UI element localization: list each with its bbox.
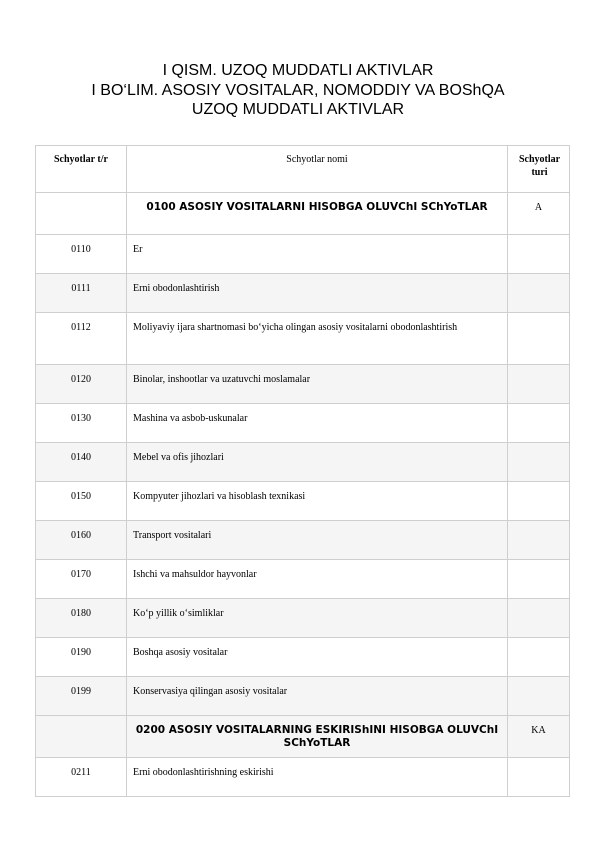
section-code-cell xyxy=(36,716,127,758)
page-title xyxy=(0,61,596,120)
account-type xyxy=(508,638,570,677)
section-type: KA xyxy=(508,716,570,758)
account-code: 0199 xyxy=(36,677,127,716)
account-type xyxy=(508,404,570,443)
account-name: Erni obodonlashtirish xyxy=(127,274,508,313)
account-type xyxy=(508,677,570,716)
account-name: Mebel va ofis jihozlari xyxy=(127,443,508,482)
accounts-table xyxy=(35,145,570,797)
account-code: 0180 xyxy=(36,599,127,638)
section-row xyxy=(36,193,570,235)
account-name: Erni obodonlashtirishning eskirishi xyxy=(127,758,508,797)
title-line-2: I BO‘LIM. ASOSIY VOSITALAR, NOMODDIY VA BOShQA xyxy=(91,81,505,99)
table-row xyxy=(36,404,570,443)
account-name: Mashina va asbob-uskunalar xyxy=(127,404,508,443)
account-code: 0110 xyxy=(36,235,127,274)
header-code: Schyotlar t/r xyxy=(36,146,127,193)
section-row xyxy=(36,716,570,758)
account-code: 0111 xyxy=(36,274,127,313)
table-row xyxy=(36,313,570,365)
account-type xyxy=(508,235,570,274)
table-header-row xyxy=(36,146,570,193)
header-name: Schyotlar nomi xyxy=(127,146,508,193)
table-row xyxy=(36,758,570,797)
account-type xyxy=(508,560,570,599)
account-name: Er xyxy=(127,235,508,274)
account-type xyxy=(508,521,570,560)
account-name: Konservasiya qilingan asosiy vositalar xyxy=(127,677,508,716)
table-row xyxy=(36,638,570,677)
section-title: 0200 ASOSIY VOSITALARNING ESKIRIShINI HISOBGA OLUVChI SChYoTLAR xyxy=(127,716,508,758)
account-code: 0120 xyxy=(36,365,127,404)
table-row xyxy=(36,365,570,404)
account-code: 0160 xyxy=(36,521,127,560)
section-title: 0100 ASOSIY VOSITALARNI HISOBGA OLUVChI SChYoTLAR xyxy=(127,193,508,235)
account-type xyxy=(508,313,570,365)
account-code: 0140 xyxy=(36,443,127,482)
account-type xyxy=(508,482,570,521)
table-row xyxy=(36,599,570,638)
account-name: Kompyuter jihozlari va hisoblash texnikasi xyxy=(127,482,508,521)
account-type xyxy=(508,365,570,404)
account-code: 0112 xyxy=(36,313,127,365)
account-code: 0211 xyxy=(36,758,127,797)
account-code: 0130 xyxy=(36,404,127,443)
account-name: Binolar, inshootlar va uzatuvchi moslamalar xyxy=(127,365,508,404)
table-row xyxy=(36,443,570,482)
title-line-3: UZOQ MUDDATLI AKTIVLAR xyxy=(191,101,405,118)
account-code: 0170 xyxy=(36,560,127,599)
section-code-cell xyxy=(36,193,127,235)
account-name: Transport vositalari xyxy=(127,521,508,560)
table-row xyxy=(36,482,570,521)
account-name: Ko‘p yillik o‘simliklar xyxy=(127,599,508,638)
table-row xyxy=(36,235,570,274)
header-type: Schyotlar turi xyxy=(508,146,570,193)
account-code: 0190 xyxy=(36,638,127,677)
account-name: Ishchi va mahsuldor hayvonlar xyxy=(127,560,508,599)
account-type xyxy=(508,274,570,313)
account-type xyxy=(508,599,570,638)
account-type xyxy=(508,758,570,797)
account-type xyxy=(508,443,570,482)
table-row xyxy=(36,677,570,716)
table-row xyxy=(36,560,570,599)
section-type: A xyxy=(508,193,570,235)
account-name: Moliyaviy ijara shartnomasi bo‘yicha olingan asosiy vositalarni obodonlashtirish xyxy=(127,313,508,365)
table-row xyxy=(36,521,570,560)
account-code: 0150 xyxy=(36,482,127,521)
table-row xyxy=(36,274,570,313)
title-line-1: I QISM. UZOQ MUDDATLI AKTIVLAR xyxy=(162,62,434,79)
account-name: Boshqa asosiy vositalar xyxy=(127,638,508,677)
